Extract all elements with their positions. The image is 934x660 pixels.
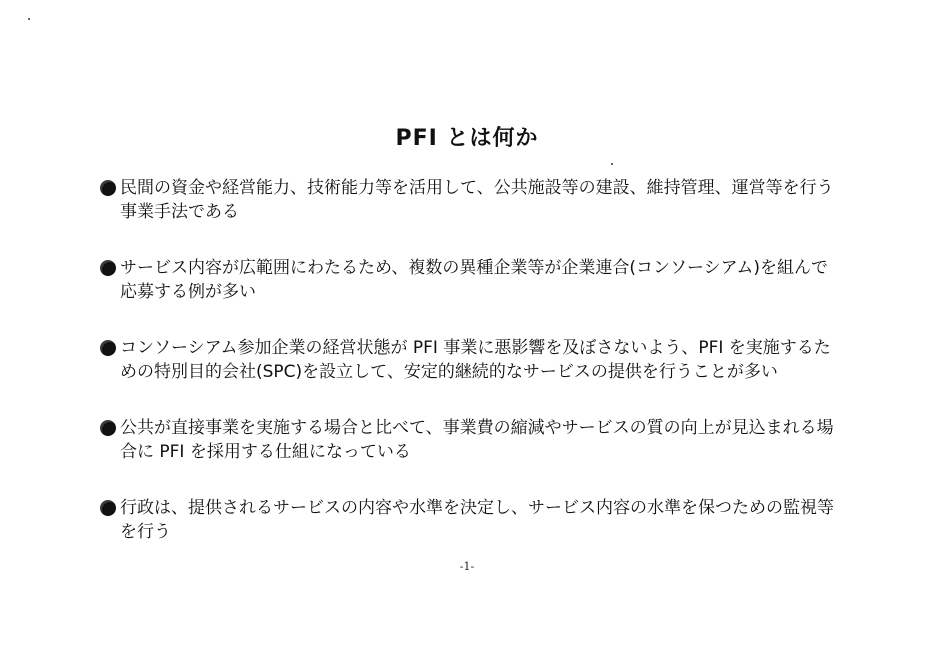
bullet-text: サービス内容が広範囲にわたるため、複数の異種企業等が企業連合(コンソーシアム)を組んで応募する例が多い (120, 258, 829, 302)
page-number: -1- (459, 560, 475, 573)
bullet-text: 民間の資金や経営能力、技術能力等を活用して、公共施設等の建設、維持管理、運営等を行う事業手法である (120, 178, 834, 222)
bullet-icon (100, 420, 116, 436)
bullet-icon (100, 340, 116, 356)
bullet-list (100, 176, 835, 576)
list-item (100, 176, 835, 224)
bullet-icon (100, 500, 116, 516)
list-item (100, 496, 835, 544)
bullet-text: 公共が直接事業を実施する場合と比べて、事業費の縮減やサービスの質の向上が見込まれる場合に PFI を採用する仕組になっている (120, 418, 834, 462)
bullet-icon (100, 180, 116, 196)
scan-speck (611, 163, 613, 165)
page-title: PFI とは何か (395, 125, 539, 151)
list-item (100, 336, 835, 384)
list-item (100, 416, 835, 464)
bullet-text: コンソーシアム参加企業の経営状態が PFI 事業に悪影響を及ぼさないよう、PFI を実施するための特別目的会社(SPC)を設立して、安定的継続的なサービスの提供を行うことが多い (120, 338, 831, 382)
bullet-icon (100, 260, 116, 276)
scan-speck (28, 18, 30, 20)
list-item (100, 256, 835, 304)
bullet-text: 行政は、提供されるサービスの内容や水準を決定し、サービス内容の水準を保つための監視等を行う (120, 498, 834, 542)
